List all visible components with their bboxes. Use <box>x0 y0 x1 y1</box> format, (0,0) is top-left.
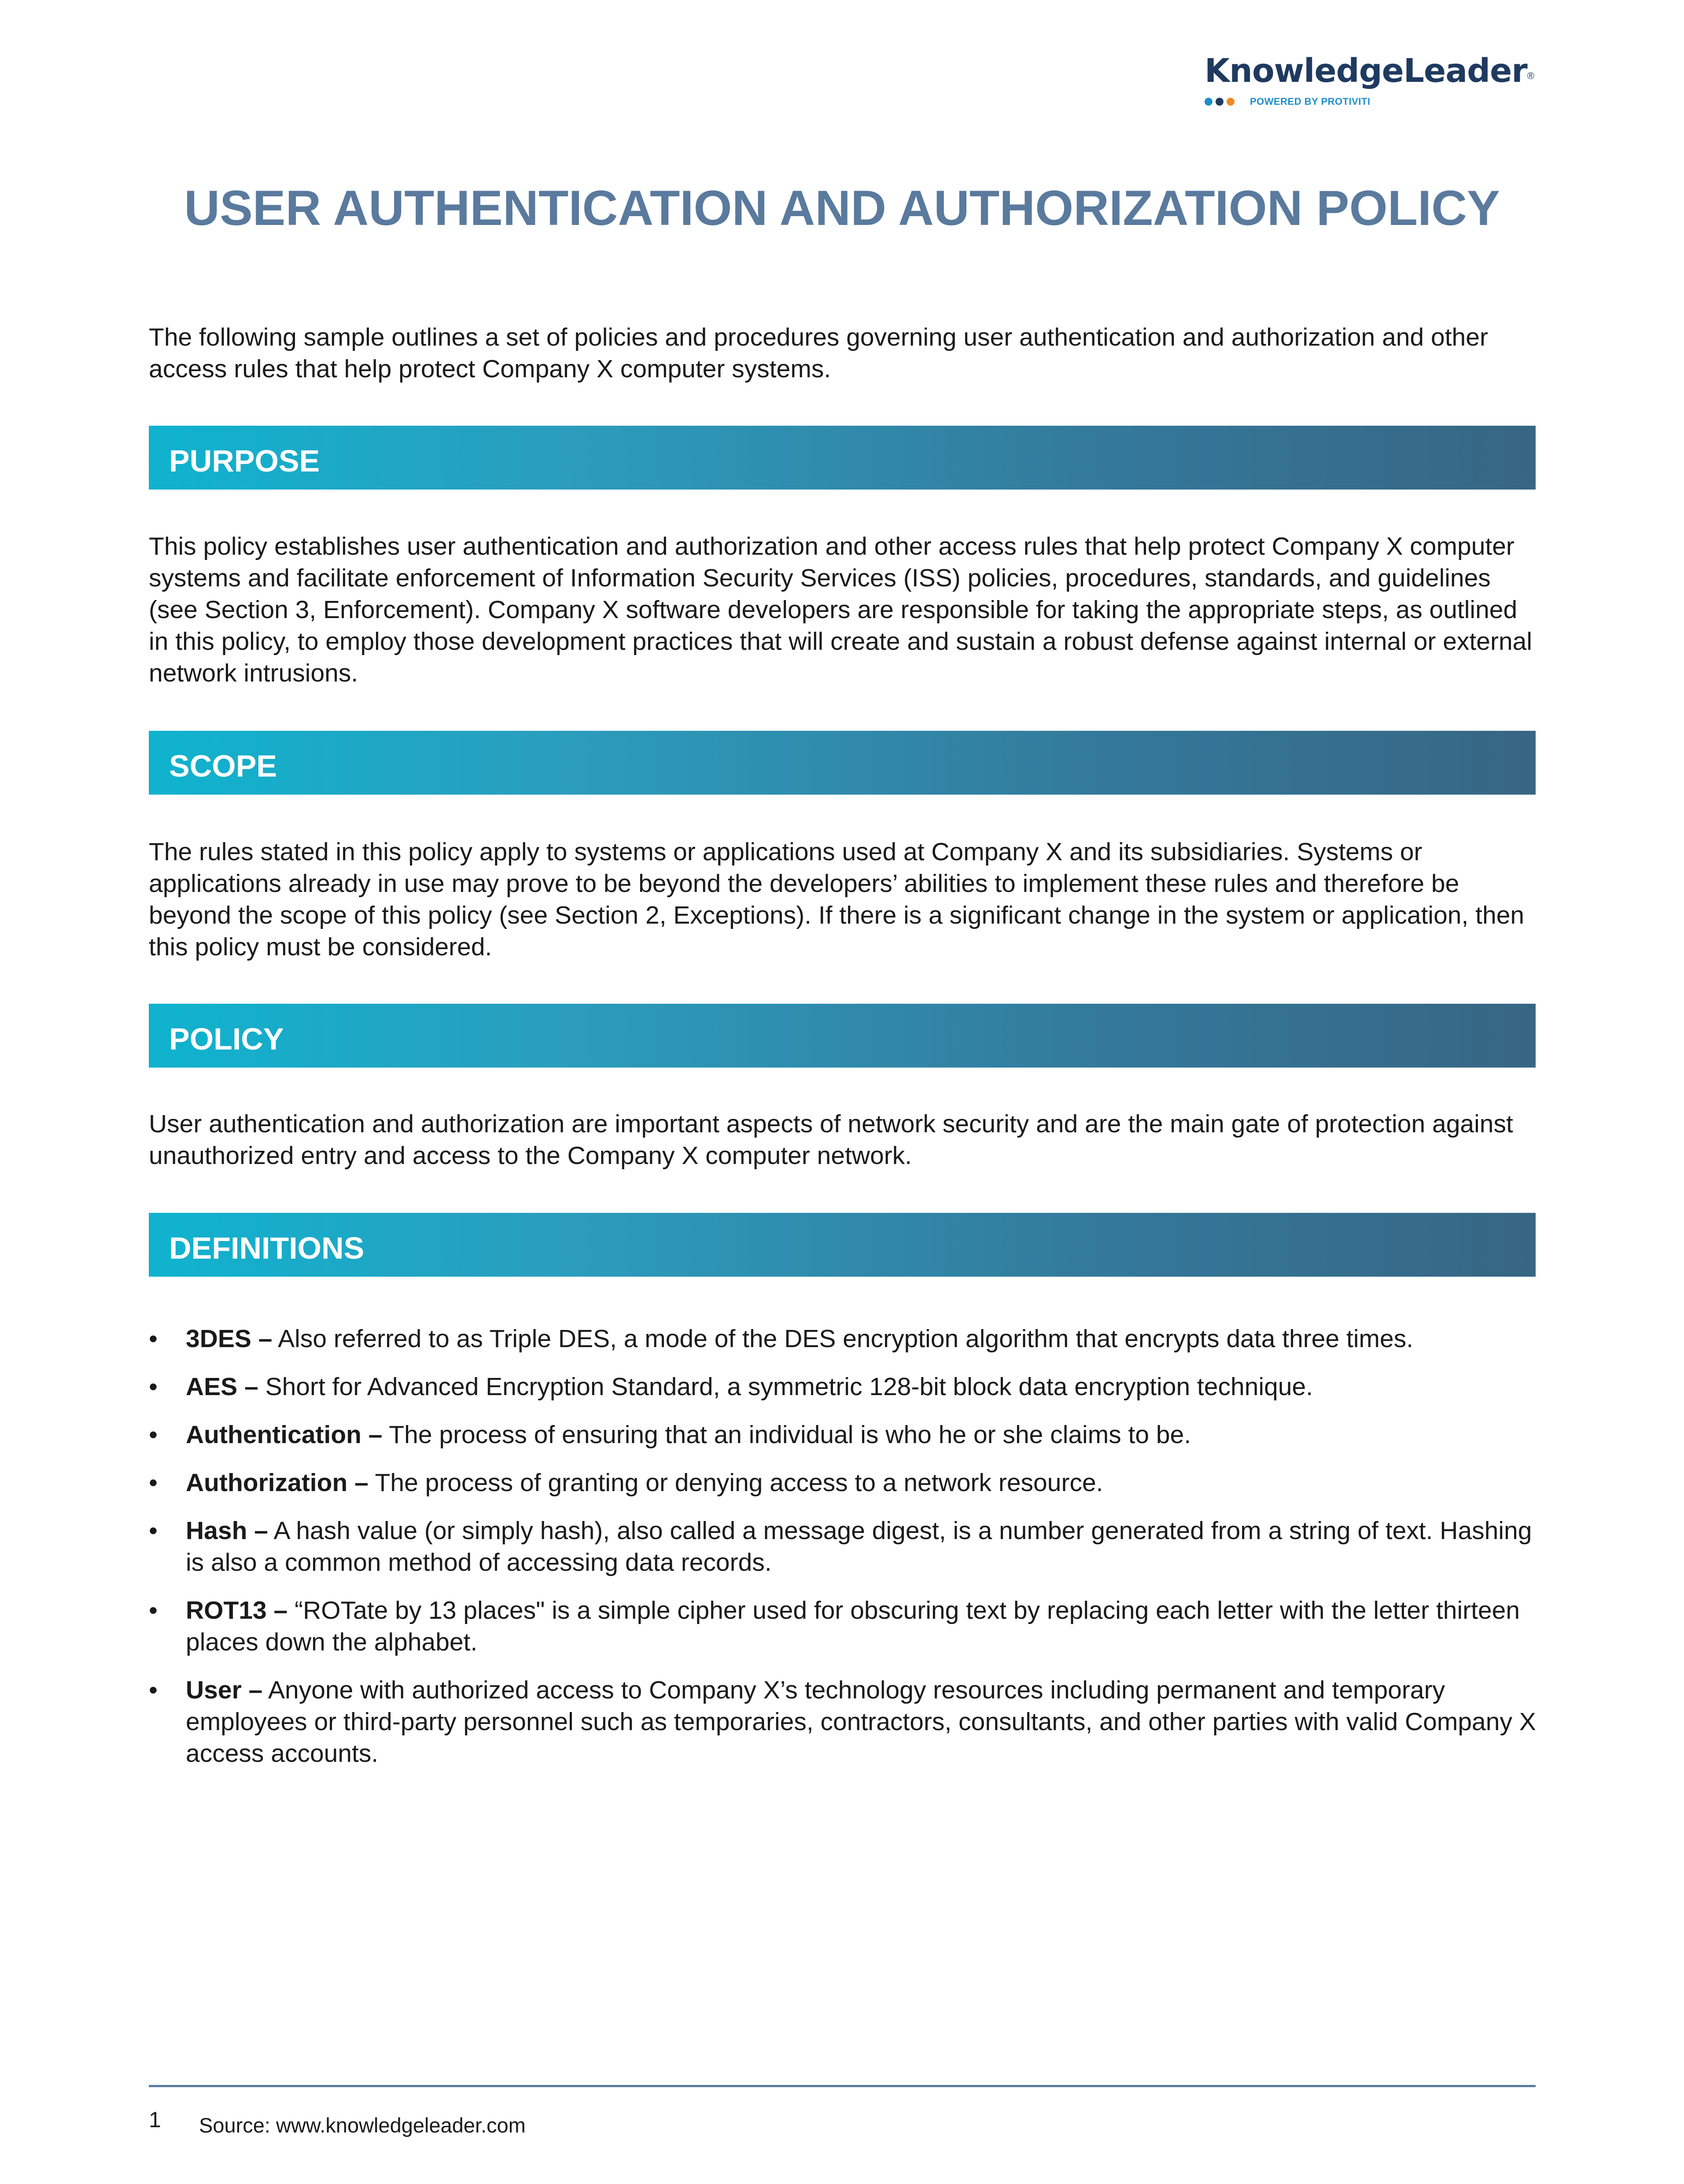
document-title: USER AUTHENTICATION AND AUTHORIZATION POLICY <box>184 180 1500 236</box>
logo-text: KnowledgeLeader <box>1204 52 1527 90</box>
list-item <box>149 1467 1540 1499</box>
definition-term: ROT13 – <box>186 1596 288 1624</box>
scope-paragraph: The rules stated in this policy apply to systems or applications used at Company X and its subsidiaries. Systems or applications already in use may prove to be beyond the developers’ abilities to implement these rules and therefore be beyond the scope of this policy (see Section 2, Exceptions). If there is a significant change in the system or application, then this policy must be considered. <box>149 838 1525 961</box>
definition-term: Hash – <box>186 1517 268 1545</box>
section-header-purpose <box>149 426 1536 490</box>
section-header-scope <box>149 731 1536 795</box>
definition-text: Short for Advanced Encryption Standard, a symmetric 128-bit block data encryption technique. <box>258 1373 1313 1401</box>
bullet-icon: • <box>149 1517 158 1545</box>
list-item <box>149 1595 1540 1658</box>
policy-paragraph: User authentication and authorization are important aspects of network security and are the main gate of protection against unauthorized entry and access to the Company X computer network. <box>149 1110 1513 1170</box>
intro-paragraph: The following sample outlines a set of policies and procedures governing user authentication and authorization and other access rules that help protect Company X computer systems. <box>149 323 1488 383</box>
logo-registered-mark: ® <box>1527 70 1534 81</box>
knowledgeleader-logo <box>1205 52 1534 107</box>
logo-subline <box>1205 96 1534 107</box>
definition-text: A hash value (or simply hash), also called a message digest, is a number generated from a string of text. Hashing is also a common method of accessing data records. <box>186 1517 1532 1576</box>
definition-text: Also referred to as Triple DES, a mode of the DES encryption algorithm that encrypts data three times. <box>272 1325 1414 1353</box>
section-heading: POLICY <box>169 1022 284 1056</box>
list-item <box>149 1515 1540 1578</box>
section-header-policy <box>149 1004 1536 1068</box>
list-item <box>149 1323 1540 1355</box>
section-heading: DEFINITIONS <box>169 1231 365 1265</box>
bullet-icon: • <box>149 1421 158 1449</box>
definition-term: AES – <box>186 1373 258 1401</box>
bullet-icon: • <box>149 1676 158 1704</box>
logo-dot-icon <box>1205 98 1212 106</box>
section-header-definitions <box>149 1213 1536 1277</box>
definitions-list <box>149 1323 1540 1786</box>
section-heading: SCOPE <box>169 749 277 783</box>
purpose-paragraph: This policy establishes user authentication and authorization and other access rules that help protect Company X computer systems and facilitate enforcement of Information Security Services (ISS) policies, procedures, standards, and guidelines (see Section 3, Enforcement). Company X software developers are responsible for taking the appropriate steps, as outlined in this policy, to employ those development practices that will create and sustain a robust defense against internal or external network intrusions. <box>149 532 1533 687</box>
definition-term: 3DES – <box>186 1325 273 1353</box>
footer-divider <box>149 2085 1536 2087</box>
list-item <box>149 1674 1540 1769</box>
logo-dot-icon <box>1216 98 1223 106</box>
section-heading: PURPOSE <box>169 444 320 478</box>
definition-text: “ROTate by 13 places" is a simple cipher used for obscuring text by replacing each letter with the letter thirteen places down the alphabet. <box>186 1596 1520 1656</box>
definition-text: The process of ensuring that an individual is who he or she claims to be. <box>382 1421 1191 1449</box>
page-number: 1 <box>149 2107 161 2132</box>
logo-dot-icon <box>1227 98 1234 106</box>
definition-term: Authorization – <box>186 1469 368 1497</box>
definition-text: Anyone with authorized access to Company X’s technology resources including permanent and temporary employees or third-party personnel such as temporaries, contractors, consultants, and other parties with valid Company X access accounts. <box>186 1676 1536 1768</box>
logo-wordmark <box>1205 52 1534 90</box>
definition-term: User – <box>186 1676 263 1704</box>
footer-source: Source: www.knowledgeleader.com <box>199 2114 526 2137</box>
list-item <box>149 1371 1540 1403</box>
bullet-icon: • <box>149 1469 158 1497</box>
bullet-icon: • <box>149 1373 158 1401</box>
logo-tagline: POWERED BY PROTIVITI <box>1249 96 1371 107</box>
list-item <box>149 1419 1540 1451</box>
bullet-icon: • <box>149 1596 158 1624</box>
definition-text: The process of granting or denying access to a network resource. <box>368 1469 1103 1497</box>
bullet-icon: • <box>149 1325 158 1353</box>
definition-term: Authentication – <box>186 1421 383 1449</box>
